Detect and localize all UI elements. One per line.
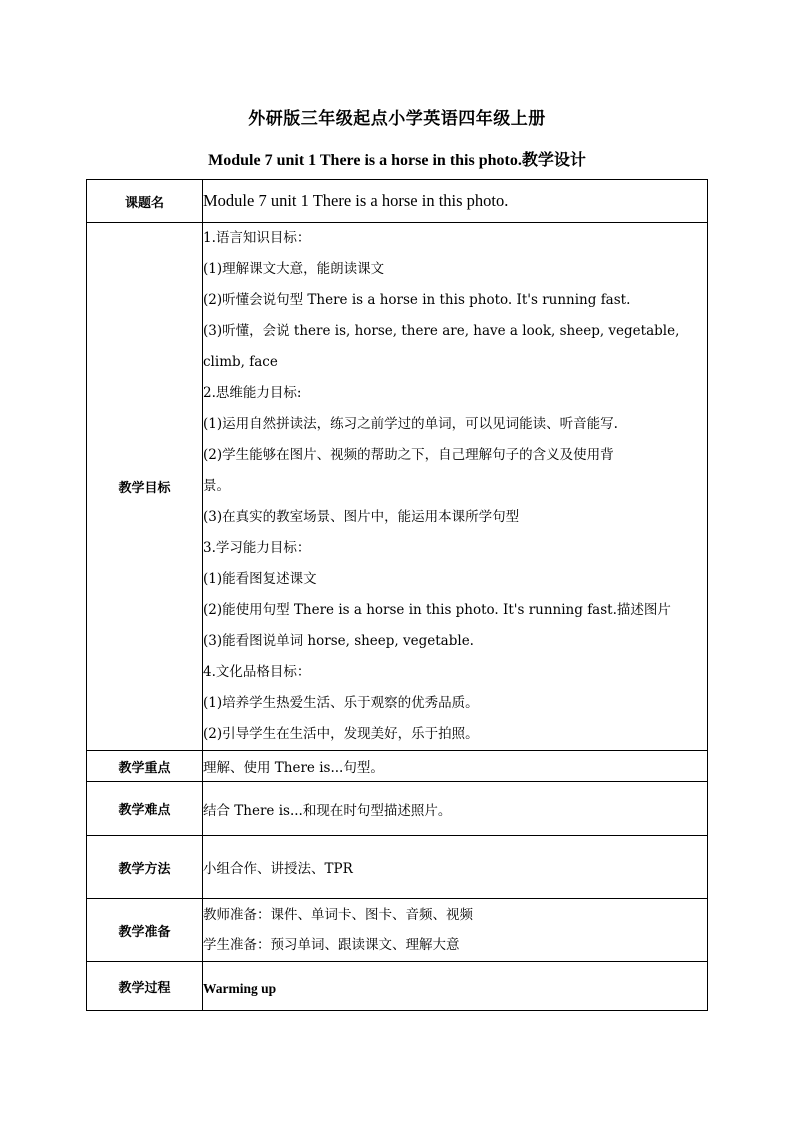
objective-line: (1)运用自然拼读法，练习之前学过的单词，可以见词能读、听音能写. <box>203 416 618 432</box>
topic-value: Module 7 unit 1 There is a horse in this photo. <box>203 180 708 223</box>
preparation-label: 教学准备 <box>87 899 203 962</box>
table-row-focus <box>87 751 708 782</box>
objective-line: (3)在真实的教室场景、图片中，能运用本课所学句型 <box>203 509 520 525</box>
preparation-line: 学生准备：预习单词、跟读课文、理解大意 <box>203 937 460 953</box>
focus-value: 理解、使用 There is...句型。 <box>203 751 708 782</box>
preparation-content <box>203 899 708 962</box>
objective-line: 2.思维能力目标: <box>203 385 302 401</box>
objective-line: (1)理解课文大意，能朗读课文 <box>203 261 385 277</box>
objective-line: (2)引导学生在生活中，发现美好，乐于拍照。 <box>203 726 479 742</box>
difficulty-value: 结合 There is...和现在时句型描述照片。 <box>203 782 708 836</box>
objective-line: 景。 <box>203 478 230 494</box>
method-value: 小组合作、讲授法、TPR <box>203 836 708 899</box>
objective-line: (1)培养学生热爱生活、乐于观察的优秀品质。 <box>203 695 479 711</box>
document-subtitle: Module 7 unit 1 There is a horse in this photo.教学设计 <box>208 152 586 169</box>
table-row-topic <box>87 180 708 223</box>
lesson-plan-table <box>86 179 708 1011</box>
objectives-label: 教学目标 <box>87 223 203 751</box>
objective-line: climb, face <box>203 354 278 370</box>
process-label: 教学过程 <box>87 962 203 1011</box>
objective-line: (2)听懂会说句型 There is a horse in this photo. It's running fast. <box>203 292 631 308</box>
objectives-content <box>203 223 708 751</box>
objective-line: 4.文化品格目标： <box>203 664 311 680</box>
table-row-preparation <box>87 899 708 962</box>
method-label: 教学方法 <box>87 836 203 899</box>
table-row-method <box>87 836 708 899</box>
topic-label: 课题名 <box>87 180 203 223</box>
objective-line: (3)听懂，会说 there is, horse, there are, have a look, sheep, vegetable, <box>203 323 680 339</box>
objective-line: (2)能使用句型 There is a horse in this photo. It's running fast.描述图片 <box>203 602 671 618</box>
document-title: 外研版三年级起点小学英语四年级上册 <box>248 109 546 129</box>
objective-line: (2)学生能够在图片、视频的帮助之下，自己理解句子的含义及使用背 <box>203 447 614 463</box>
objective-line: (3)能看图说单词 horse, sheep, vegetable. <box>203 633 474 649</box>
table-row-objectives <box>87 223 708 751</box>
objective-line: 3.学习能力目标： <box>203 540 311 556</box>
difficulty-label: 教学难点 <box>87 782 203 836</box>
table-row-difficulty <box>87 782 708 836</box>
preparation-line: 教师准备：课件、单词卡、图卡、音频、视频 <box>203 907 473 923</box>
focus-label: 教学重点 <box>87 751 203 782</box>
process-value: Warming up <box>203 962 708 1011</box>
objective-line: (1)能看图复述课文 <box>203 571 317 587</box>
objective-line: 1.语言知识目标： <box>203 230 311 246</box>
table-row-process <box>87 962 708 1011</box>
